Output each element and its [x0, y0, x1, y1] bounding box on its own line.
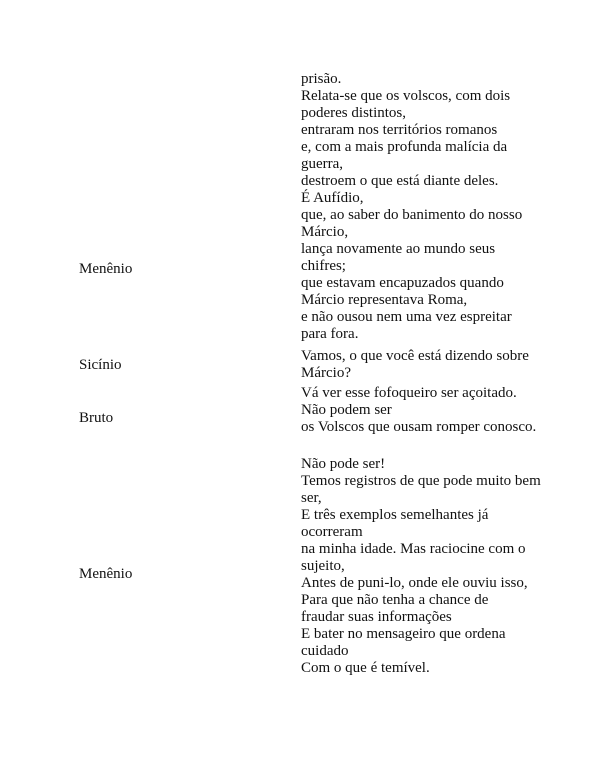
speech-line: e, com a mais profunda malícia da guerra, [301, 139, 508, 172]
speech-line: na minha idade. Mas raciocine com o sujeito, [301, 541, 526, 574]
speech-line: prisão. [301, 71, 342, 87]
speech-text [301, 456, 541, 677]
speech-line: entraram nos territórios romanos [301, 122, 498, 138]
speech-line: que estavam encapuzados quando [301, 275, 504, 291]
speech-line: Temos registros de que pode muito bem ser, [301, 473, 541, 506]
speech-line: Antes de puni-lo, onde ele ouviu isso, [301, 575, 528, 591]
speech-text [301, 71, 541, 343]
speech-line: e não ousou nem uma vez espreitar para fora. [301, 309, 512, 342]
speech-line: destroem o que está diante deles. [301, 173, 499, 189]
speech-line: lança novamente ao mundo seus chifres; [301, 241, 496, 274]
speaker-name: Bruto [79, 410, 114, 426]
speaker-name: Menênio [79, 261, 133, 277]
speech-line: os Volscos que ousam romper conosco. [301, 419, 537, 435]
speech-line: Para que não tenha a chance de [301, 592, 489, 608]
speech-line: fraudar suas informações [301, 609, 452, 625]
speech-line: Vá ver esse fofoqueiro ser açoitado. [301, 385, 517, 401]
speech-text [301, 385, 541, 436]
speaker-name: Menênio [79, 566, 133, 582]
speech-line: Vamos, o que você está dizendo sobre Márcio? [301, 348, 529, 381]
speech-line: E bater no mensageiro que ordena cuidado [301, 626, 506, 659]
speech-line: que, ao saber do banimento do nosso Márcio, [301, 207, 523, 240]
speech-line: Não pode ser! [301, 456, 386, 472]
speech-line: É Aufídio, [301, 190, 364, 206]
speech-line: Márcio representava Roma, [301, 292, 468, 308]
speech-line: Relata-se que os volscos, com dois poderes distintos, [301, 88, 511, 121]
speech-line: Com o que é temível. [301, 660, 430, 676]
speech-text [301, 348, 541, 382]
speech-line: Não podem ser [301, 402, 392, 418]
speech-line: E três exemplos semelhantes já ocorreram [301, 507, 489, 540]
speaker-name: Sicínio [79, 357, 122, 373]
